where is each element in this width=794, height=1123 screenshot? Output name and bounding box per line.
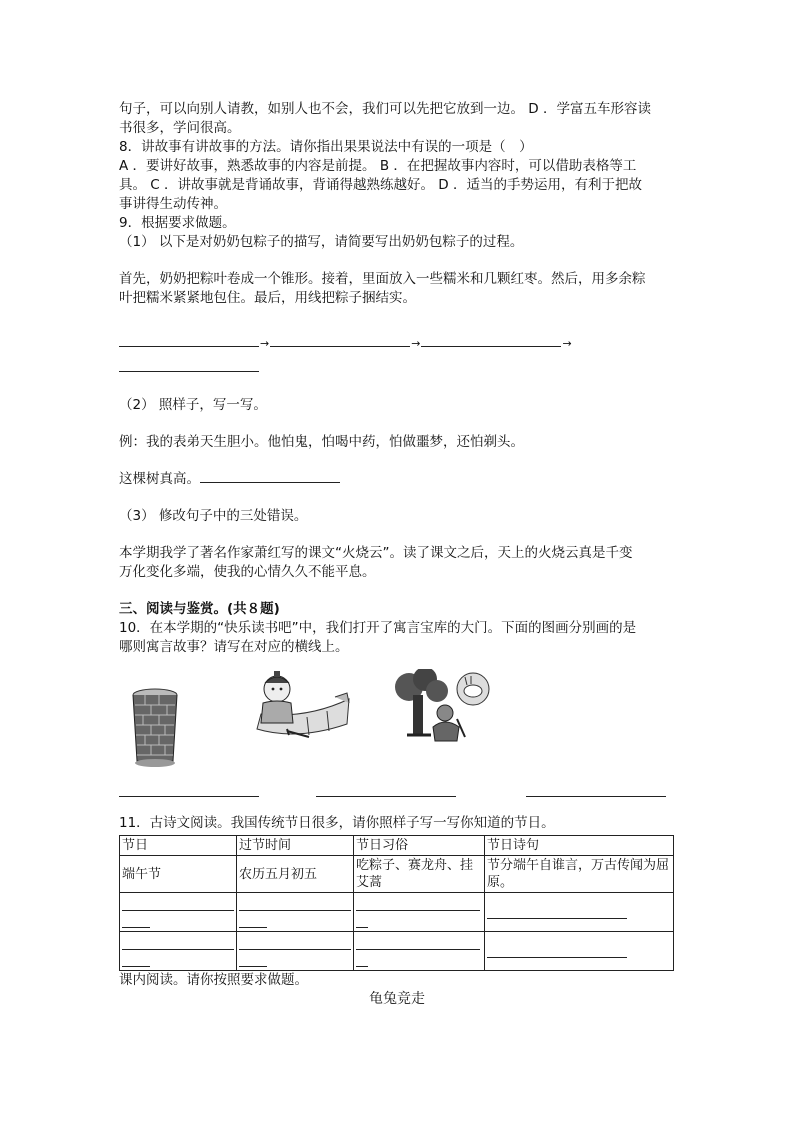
text-line: 课内阅读。请你按照要求做题。: [119, 972, 308, 988]
table-cell: 节分端午自谁言，万古传闻为屈原。: [485, 856, 674, 893]
question-8-options: 具。 C ．讲故事就是背诵故事，背诵得越熟练越好。 D ．适当的手势运用，有利于把故: [119, 177, 642, 193]
table-cell: 端午节: [120, 856, 237, 893]
answer-blank[interactable]: [356, 896, 480, 911]
question-8-options: 事讲得生动传神。: [119, 196, 227, 212]
answer-blank[interactable]: [200, 470, 340, 483]
question-9-1: （1） 以下是对奶奶包粽子的描写，请简要写出奶奶包粽子的过程。: [119, 234, 524, 250]
answer-blanks-process: [119, 334, 675, 353]
answer-blank[interactable]: [119, 334, 259, 347]
answer-blank[interactable]: [316, 784, 456, 797]
question-9: 9．根据要求做题。: [119, 215, 236, 231]
question-10: 10．在本学期的“快乐读书吧”中，我们打开了寓言宝库的大门。下面的图画分别画的是: [119, 620, 637, 636]
table-row: [120, 893, 674, 932]
table-cell: 农历五月初五: [237, 856, 354, 893]
answer-blank[interactable]: [239, 896, 351, 911]
passage-line: 叶把糯米紧紧地包住。最后，用线把粽子捆结实。: [119, 290, 416, 306]
text-line: 书很多，学问很高。: [119, 120, 241, 136]
question-11: 11．古诗文阅读。我国传统节日很多，请你照样子写一写你知道的节日。: [119, 815, 555, 831]
answer-blank[interactable]: [356, 935, 480, 950]
question-9-3: （3） 修改句子中的三处错误。: [119, 508, 308, 524]
answer-blank[interactable]: [122, 913, 150, 928]
document-body: [119, 100, 675, 990]
answer-blank[interactable]: [119, 359, 259, 372]
answer-blank[interactable]: [239, 935, 351, 950]
passage-line: 万化变化多端，使我的心情久久不能平息。: [119, 564, 376, 580]
answer-blank[interactable]: [487, 904, 627, 919]
answer-blank[interactable]: [270, 334, 410, 347]
tree-rabbit-farmer-icon: [387, 669, 497, 744]
answer-blank[interactable]: [119, 784, 259, 797]
arrow-icon: →: [260, 337, 270, 350]
table-header: 节日诗句: [485, 836, 674, 856]
section-heading: 三、阅读与鉴赏。(共８题): [119, 601, 280, 617]
picture-row: [119, 669, 675, 784]
question-8: 8．讲故事有讲故事的方法。请你指出果果说法中有误的一项是（ ）: [119, 139, 533, 155]
prompt-text: 这棵树真高。: [119, 471, 200, 487]
table-header: 过节时间: [237, 836, 354, 856]
answer-blank[interactable]: [356, 913, 368, 928]
table-row: [120, 856, 674, 893]
arrow-icon: →: [411, 337, 421, 350]
table-row: [120, 932, 674, 971]
answer-blank[interactable]: [122, 935, 234, 950]
person-boat-sword-icon: [247, 669, 352, 744]
brick-well-icon: [129, 687, 181, 769]
answer-blank[interactable]: [487, 943, 627, 958]
table-header: 节日习俗: [354, 836, 485, 856]
table-header-row: [120, 836, 674, 856]
question-8-options: A ．要讲好故事，熟悉故事的内容是前提。 B ．在把握故事内容时，可以借助表格等工: [119, 158, 637, 174]
answer-blank[interactable]: [421, 334, 561, 347]
passage-line: 首先，奶奶把粽叶卷成一个锥形。接着，里面放入一些糯米和几颗红枣。然后，用多余粽: [119, 271, 646, 287]
passage-title: 龟兔竞走: [369, 991, 425, 1007]
answer-blank[interactable]: [122, 896, 234, 911]
answer-blank[interactable]: [239, 952, 267, 967]
prompt-line: [119, 470, 675, 489]
arrow-icon: →: [562, 337, 572, 350]
answer-blank[interactable]: [122, 952, 150, 967]
passage-line: 本学期我学了著名作家萧红写的课文“火烧云”。读了课文之后，天上的火烧云真是千变: [119, 545, 633, 561]
text-line: 句子，可以向别人请教，如别人也不会，我们可以先把它放到一边。 D ．学富五车形容读: [119, 101, 651, 117]
table-cell: 吃粽子、赛龙舟、挂艾蒿: [354, 856, 485, 893]
festival-table: [119, 835, 674, 971]
table-header: 节日: [120, 836, 237, 856]
question-9-2: （2） 照样子，写一写。: [119, 397, 267, 413]
example-line: 例：我的表弟天生胆小。他怕鬼，怕喝中药，怕做噩梦，还怕剃头。: [119, 434, 524, 450]
answer-blank[interactable]: [526, 784, 666, 797]
picture-answer-lines: [119, 784, 675, 814]
question-10: 哪则寓言故事？请写在对应的横线上。: [119, 639, 349, 655]
answer-blank[interactable]: [239, 913, 267, 928]
answer-blank[interactable]: [356, 952, 368, 967]
